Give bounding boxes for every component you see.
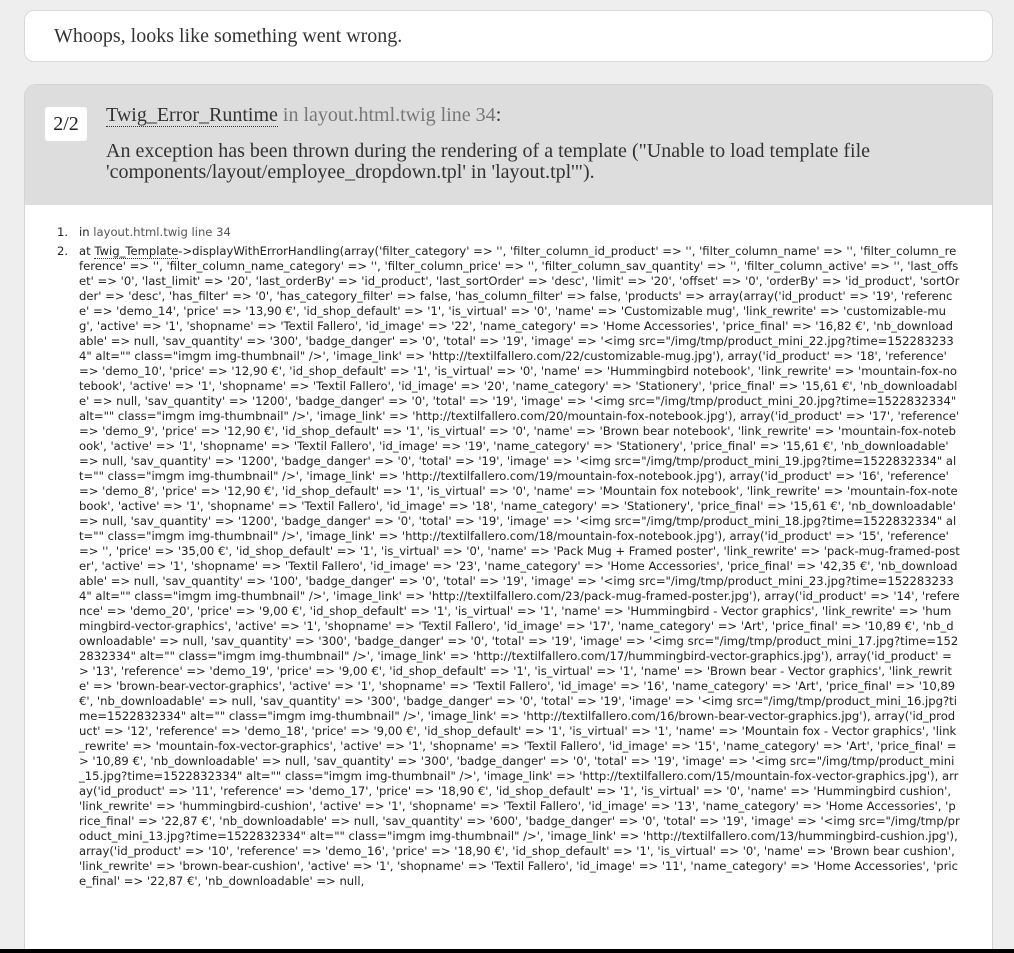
exception-panel — [24, 84, 993, 953]
trace-prefix: at — [79, 244, 91, 258]
error-notice-text: Whoops, looks like something went wrong. — [54, 24, 403, 47]
trace-item — [55, 225, 960, 240]
trace-prefix: in — [79, 225, 90, 239]
error-notice — [24, 10, 993, 62]
exception-counter: 2/2 — [45, 107, 87, 141]
exception-title — [106, 104, 501, 127]
trace-class: Twig_Template — [94, 244, 179, 258]
trace-location: layout.html.twig line 34 — [93, 225, 231, 239]
exception-header — [25, 85, 992, 205]
exception-message: An exception has been thrown during the rendering of a template ("Unable to load template file 'components/layout/employee_dropdown.tpl' in 'layout.tpl'"). — [106, 140, 871, 183]
trace-number: 1. — [57, 225, 69, 239]
window-bottom-edge — [0, 949, 1014, 953]
stack-trace — [55, 225, 960, 893]
trace-call: ->displayWithErrorHandling( — [178, 244, 345, 258]
trace-args: array('filter_category' => '', 'filter_column_id_product' => '', 'filter_column_name' => '', 'filter_column_reference' => '', 'filter_column_name_category' => '', 'filter_column_price' => '', 'filter_column_sav_quantity' => '', 'filter_column_active' => '', 'last_offset' => '0', 'last_limit' => '20', 'last_orderBy' => 'id_product', 'last_sortOrder' => 'desc', 'limit' => '20', 'offset' => '0', 'orderBy' => 'id_product', 'sortOrder' => 'desc', 'has_filter' => '0', 'has_category_filter' => false, 'has_column_filter' => false, 'products' => array(array('id_product' => '19', 'reference' => 'demo_14', 'price' => '13,90 €', 'id_shop_default' => '1', 'is_virtual' => '0', 'name' => 'Customizable mug', 'link_rewrite' => 'customizable-mug', 'active' => '1', 'shopname' => 'Textil Fallero', 'id_image' => '22', 'name_category' => 'Home Accessories', 'price_final' => '16,82 €', 'nb_downloadable' => null, 'sav_quantity' => '300', 'badge_danger' => '0', 'total' => '19', 'image' => '<img src="/img/tmp/product_mini_22.jpg?time=1522832334" alt="" class="imgm img-thumbnail" />', 'image_link' => 'http://textilfallero.com/22/customizable-mug.jpg'), array('id_product' => '18', 'reference' => 'demo_10', 'price' => '12,90 €', 'id_shop_default' => '1', 'is_virtual' => '0', 'name' => 'Hummingbird notebook', 'link_rewrite' => 'mountain-fox-notebook', 'active' => '1', 'shopname' => 'Textil Fallero', 'id_image' => '20', 'name_category' => 'Stationery', 'price_final' => '15,61 €', 'nb_downloadable' => null, 'sav_quantity' => '1200', 'badge_danger' => '0', 'total' => '19', 'image' => '<img src="/img/tmp/product_mini_20.jpg?time=1522832334" alt="" class="imgm img-thumbnail" />', 'image_link' => 'http://textilfallero.com/20/mountain-fox-notebook.jpg'), array('id_product' => '17', 'reference' => 'demo_9', 'price' => '12,90 €', 'id_shop_default' => '1', 'is_virtual' => '0', 'name' => 'Brown bear notebook', 'link_rewrite' => 'mountain-fox-notebook', 'active' => '1', 'shopname' => 'Textil Fallero', 'id_image' => '19', 'name_category' => 'Stationery', 'price_final' => '15,61 €', 'nb_downloadable' => null, 'sav_quantity' => '1200', 'badge_danger' => '0', 'total' => '19', 'image' => '<img src="/img/tmp/product_mini_19.jpg?time=1522832334" alt="" class="imgm img-thumbnail" />', 'image_link' => 'http://textilfallero.com/19/mountain-fox-notebook.jpg'), array('id_product' => '16', 'reference' => 'demo_8', 'price' => '12,90 €', 'id_shop_default' => '1', 'is_virtual' => '0', 'name' => 'Mountain fox notebook', 'link_rewrite' => 'mountain-fox-notebook', 'active' => '1', 'shopname' => 'Textil Fallero', 'id_image' => '18', 'name_category' => 'Stationery', 'price_final' => '15,61 €', 'nb_downloadable' => null, 'sav_quantity' => '1200', 'badge_danger' => '0', 'total' => '19', 'image' => '<img src="/img/tmp/product_mini_18.jpg?time=1522832334" alt="" class="imgm img-thumbnail" />', 'image_link' => 'http://textilfallero.com/18/mountain-fox-notebook.jpg'), array('id_product' => '15', 'reference' => '', 'price' => '35,00 €', 'id_shop_default' => '1', 'is_virtual' => '0', 'name' => 'Pack Mug + Framed poster', 'link_rewrite' => 'pack-mug-framed-poster', 'active' => '1', 'shopname' => 'Textil Fallero', 'id_image' => '23', 'name_category' => 'Home Accessories', 'price_final' => '42,35 €', 'nb_downloadable' => null, 'sav_quantity' => '100', 'badge_danger' => '0', 'total' => '19', 'image' => '<img src="/img/tmp/product_mini_23.jpg?time=1522832334" alt="" class="imgm img-thumbnail" />', 'image_link' => 'http://textilfallero.com/23/pack-mug-framed-poster.jpg'), array('id_product' => '14', 'reference' => 'demo_20', 'price' => '9,00 €', 'id_shop_default' => '1', 'is_virtual' => '1', 'name' => 'Hummingbird - Vector graphics', 'link_rewrite' => 'hummingbird-vector-graphics', 'active' => '1', 'shopname' => 'Textil Fallero', 'id_image' => '17', 'name_category' => 'Art', 'price_final' => '10,89 €', 'nb_downloadable' => null, 'sav_quantity' => '300', 'badge_danger' => '0', 'total' => '19', 'image' => '<img src="/img/tmp/product_mini_17.jpg?time=1522832334" alt="" class="imgm img-thumbnail" />', 'image_link' => 'http://textilfallero.com/17/hummingbird-vector-graphics.jpg'), array('id_product' => '13', 'reference' => 'demo_19', 'price' => '9,00 €', 'id_shop_default' => '1', 'is_virtual' => '1', 'name' => 'Brown bear - Vector graphics', 'link_rewrite' => 'brown-bear-vector-graphics', 'active' => '1', 'shopname' => 'Textil Fallero', 'id_image' => '16', 'name_category' => 'Art', 'price_final' => '10,89 €', 'nb_downloadable' => null, 'sav_quantity' => '300', 'badge_danger' => '0', 'total' => '19', 'image' => '<img src="/img/tmp/product_mini_16.jpg?time=1522832334" alt="" class="imgm img-thumbnail" />', 'image_link' => 'http://textilfallero.com/16/brown-bear-vector-graphics.jpg'), array('id_product' => '12', 'reference' => 'demo_18', 'price' => '9,00 €', 'id_shop_default' => '1', 'is_virtual' => '1', 'name' => 'Mountain fox - Vector graphics', 'link_rewrite' => 'mountain-fox-vector-graphics', 'active' => '1', 'shopname' => 'Textil Fallero', 'id_image' => '15', 'name_category' => 'Art', 'price_final' => '10,89 €', 'nb_downloadable' => null, 'sav_quantity' => '300', 'badge_danger' => '0', 'total' => '19', 'image' => '<img src="/img/tmp/product_mini_15.jpg?time=1522832334" alt="" class="imgm img-thumbnail" />', 'image_link' => 'http://textilfallero.com/15/mountain-fox-vector-graphics.jpg'), array('id_product' => '11', 'reference' => 'demo_17', 'price' => '18,90 €', 'id_shop_default' => '1', 'is_virtual' => '0', 'name' => 'Hummingbird cushion', 'link_rewrite' => 'hummingbird-cushion', 'active' => '1', 'shopname' => 'Textil Fallero', 'id_image' => '13', 'name_category' => 'Home Accessories', 'price_final' => '22,87 €', 'nb_downloadable' => null, 'sav_quantity' => '600', 'badge_danger' => '0', 'total' => '19', 'image' => '<img src="/img/tmp/product_mini_13.jpg?time=1522832334" alt="" class="imgm img-thumbnail" />', 'image_link' => 'http://textilfallero.com/13/hummingbird-cushion.jpg'), array('id_product' => '10', 'reference' => 'demo_16', 'price' => '18,90 €', 'id_shop_default' => '1', 'is_virtual' => '0', 'name' => 'Brown bear cushion', 'link_rewrite' => 'brown-bear-cushion', 'active' => '1', 'shopname' => 'Textil Fallero', 'id_image' => '11', 'name_category' => 'Home Accessories', 'price_final' => '22,87 €', 'nb_downloadable' => null, — [79, 244, 960, 888]
exception-colon: : — [495, 104, 502, 126]
exception-file: layout.html.twig line 34 — [303, 104, 496, 126]
trace-number: 2. — [57, 244, 69, 258]
exception-class: Twig_Error_Runtime — [106, 104, 278, 126]
exception-in-word: in — [282, 104, 299, 126]
trace-item — [55, 244, 960, 889]
